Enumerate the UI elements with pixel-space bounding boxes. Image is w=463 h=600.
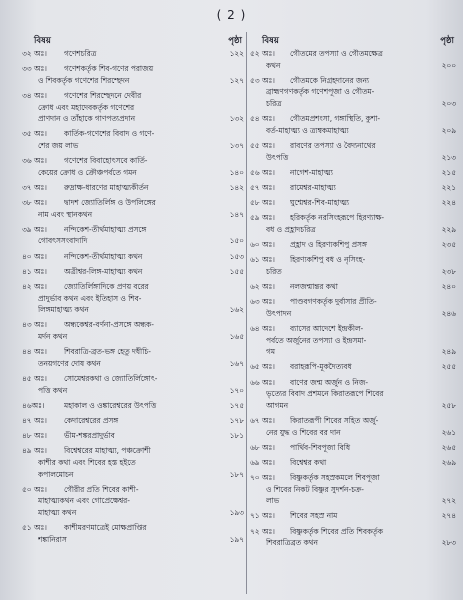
page-ref: ১৬২ [229, 305, 244, 315]
page-number: ( 2 ) [216, 8, 247, 22]
toc-entry [250, 510, 456, 522]
toc-entry-line [22, 319, 244, 331]
toc-entry-line [22, 385, 244, 397]
toc-entry-line [22, 235, 244, 247]
chapter-title: গণেশের শিরশ্ছেদনে দেবীর [64, 90, 142, 100]
chapter-number: ৬৬ অঃ। [250, 377, 275, 387]
chapter-number: ৪০ অঃ। [22, 251, 47, 261]
toc-entry-line [22, 457, 244, 469]
chapter-number: ৩২ অঃ। [22, 49, 47, 58]
page-ref: ২৬৫ [441, 442, 456, 452]
toc-entry-line [22, 445, 244, 457]
toc-entry [22, 430, 244, 442]
chapter-title: গৌরীর প্রতি শিবের কাশী- [64, 484, 139, 494]
toc-entry [250, 377, 456, 412]
chapter-title: গণেশকর্তৃক শিব-গণের পরাজয় [64, 64, 154, 74]
toc-entry [22, 484, 244, 519]
chapter-title: নাম এবং স্থানকথন [38, 209, 93, 219]
chapter-title: নলজন্মান্তর কথা [290, 282, 338, 292]
chapter-title: গৌতমের তপস্যা ও গৌতমক্ষেত্র [290, 49, 383, 58]
chapter-title: কেয়ের ক্রোধ ও ক্রৌঞ্চপর্বতে গমন [38, 167, 137, 177]
chapter-title: রাবণের তপস্যা ও বৈদ্যনাথের [290, 140, 376, 150]
toc-entry-line [250, 113, 456, 125]
page-ref: ১৬৫ [229, 332, 244, 341]
chapter-number: ৫৯ অঃ। [250, 213, 275, 223]
toc-entry-line [22, 358, 244, 370]
page-ref: ২৫৮ [441, 400, 456, 410]
chapter-number: ৬৪ অঃ। [250, 324, 275, 333]
toc-entry [250, 113, 456, 136]
chapter-title: তনয়গণের দোষ কথন [38, 358, 101, 368]
chapter-number: ৪১ অঃ। [22, 266, 47, 276]
chapter-title: লাভ [266, 496, 280, 506]
toc-entry-line [22, 140, 244, 152]
chapter-number: ৩৫ অঃ। [22, 129, 47, 139]
chapter-title: নের যুদ্ধ ও শিবের বর দান [266, 427, 341, 437]
toc-header-right [250, 34, 456, 48]
toc-entry [250, 75, 456, 110]
toc-entry-line [22, 331, 244, 343]
chapter-title: কপালমোচন [38, 469, 74, 479]
toc-entry-line [22, 48, 244, 60]
toc-entry-line [22, 128, 244, 140]
toc-entry [250, 48, 456, 71]
chapter-number: ৪৩ অঃ। [22, 320, 47, 330]
chapter-number: ৫৭ অঃ। [250, 182, 275, 192]
chapter-number: ৫৪ অঃ। [250, 114, 275, 124]
chapter-title: শিবরাত্রিব্রত কথন [266, 538, 318, 548]
chapter-number: ৩৯ অঃ। [22, 224, 47, 234]
chapter-number: ৩৮ অঃ। [22, 198, 47, 208]
page-ref: ১৫০ [229, 236, 244, 246]
chapter-title: দ্বাদশ জ্যোতির্লিঙ্গ ও উপলিঙ্গের [64, 198, 156, 208]
chapter-title: সোমেশ্বরকথা ও জ্যোতির্লিঙ্গোৎ- [64, 373, 158, 383]
toc-list-right [250, 48, 456, 549]
toc-entry-line [22, 102, 244, 114]
toc-entry [250, 239, 456, 251]
chapter-title: ভীম-শঙ্করপ্রাদুর্ভাব [64, 431, 115, 441]
chapter-number: ৩৪ অঃ। [22, 90, 47, 100]
toc-entry-line [250, 239, 456, 251]
chapter-number: ৭১ অঃ। [250, 511, 275, 521]
page-ref: ২৪৯ [441, 347, 456, 357]
page-ref: ২১৩ [441, 152, 456, 162]
toc-entry [250, 526, 456, 549]
page-ref: ২২৪ [441, 198, 456, 208]
chapter-title: প্রাণদান ও তাঁহাকে গাণপত্যপ্রদান [38, 114, 136, 124]
chapter-title: শিবের সহস্র নাম [290, 511, 338, 521]
toc-entry-line [250, 125, 456, 137]
toc-entry [22, 63, 244, 86]
chapter-title: পাণ্ডবগণকর্তৃক দুর্বাসার প্রীতি- [290, 297, 377, 307]
toc-entry-line [22, 113, 244, 125]
chapter-number: ৪৪ অঃ। [22, 347, 47, 357]
chapter-title: বর্ত-মাহাত্ম্য ও ত্র্যম্বকমাহাত্ম্য [266, 125, 349, 135]
page-ref: ২৭২ [441, 496, 456, 506]
toc-entry-line [250, 495, 456, 507]
toc-entry-line [22, 400, 244, 412]
chapter-title: রুদ্রাক্ষ-ধারণের মাহাত্ম্যকীর্তন [64, 182, 149, 192]
toc-entry-line [250, 484, 456, 496]
toc-entry-line [22, 75, 244, 87]
chapter-title: রামেশ্বর-মাহাত্ম্য [290, 182, 336, 192]
page-ref: ১৯৭ [229, 534, 244, 544]
chapter-title: শিবরাত্রি-ব্রত-ভঙ্গ হেতু দধীচি- [64, 347, 151, 357]
toc-entry [22, 128, 244, 151]
chapter-number: ৫৮ অঃ। [250, 198, 275, 208]
toc-entry-line [22, 469, 244, 481]
chapter-title: পার্থিব-শিবপূজা বিধি [290, 442, 351, 452]
toc-entry-line [22, 293, 244, 305]
chapter-title: গণেশের বিবাহোৎসবে কার্তি- [64, 156, 148, 166]
toc-column-left [22, 34, 244, 596]
toc-entry-line [22, 155, 244, 167]
chapter-title: বধ ও প্রহ্লাদচরিত্র [266, 224, 316, 234]
toc-entry-line [250, 75, 456, 87]
page-ref: ২৭৪ [441, 511, 456, 521]
chapter-title: কেদারেশ্বরের প্রসঙ্গ [64, 415, 119, 425]
chapter-title: গম [266, 347, 275, 357]
page-ref: ১৭৫ [229, 400, 244, 410]
page-ref: ২০৯ [441, 125, 456, 135]
chapter-title: মাহাত্ম্যকথন এবং গোপ্রেক্ষেশ্বর- [38, 496, 130, 506]
toc-entry-line [250, 140, 456, 152]
page-ref: ১৮৭ [229, 469, 244, 479]
chapter-number: ৭০ অঃ। [250, 473, 275, 483]
toc-entry-line [22, 507, 244, 519]
toc-entry [22, 373, 244, 396]
toc-entry [22, 90, 244, 125]
chapter-title: ও শিবের নিকট বিষ্ণুর সুদর্শন-চক্র- [266, 484, 364, 494]
chapter-number: ৪৮ অঃ। [22, 431, 47, 441]
chapter-title: উৎপাদন [266, 308, 292, 318]
chapter-title: ব্যাসের আদেশে ইন্দ্রকীল- [290, 324, 364, 333]
toc-entry-line [250, 346, 456, 358]
page-ref: ১৯৩ [229, 507, 244, 517]
toc-entry-line [22, 182, 244, 194]
toc-entry-line [250, 308, 456, 320]
chapter-title: বরাহরূপি-মূকদৈত্যবধ [290, 362, 352, 372]
toc-entry-line [22, 266, 244, 278]
page-ref: ২২৯ [441, 224, 456, 234]
toc-entry-line [22, 224, 244, 236]
chapter-title: বিশ্বেশ্বরের মাহাত্ম্য, পঞ্চক্রোশী [64, 446, 151, 456]
chapter-number: ৫৩ অঃ। [250, 75, 275, 85]
chapter-title: গণেশচরিত্র [64, 49, 97, 58]
toc-entry-line [250, 472, 456, 484]
page-ref: ২৫৫ [441, 362, 456, 372]
chapter-title: হিরণ্যকশিপু বধ ও নৃসিংহ- [290, 255, 366, 265]
toc-entry [22, 266, 244, 278]
page-ref: ১৪০ [229, 167, 244, 177]
toc-entry-line [250, 48, 456, 60]
chapter-title: প্রাদুর্ভাব কথন এবং ইতিহাস ও শিব- [38, 293, 142, 303]
chapter-title: ঘুশ্মেশ্বর-শিব-মাহাত্ম্য [290, 198, 350, 208]
toc-entry-line [22, 495, 244, 507]
chapter-title: ব্রাহ্মণগণকর্তৃক গণেশপূজা ও গৌতম- [266, 87, 375, 97]
column-divider [246, 32, 247, 594]
toc-entry [250, 140, 456, 163]
chapter-title: ক্রোধ এবং মহাদেবকর্তৃক গণেশের [38, 102, 135, 112]
toc-entry-line [22, 430, 244, 442]
chapter-title: শঙ্কানিরাস [38, 534, 67, 544]
chapter-title: নন্দিকেশ-তীর্থমাহাত্ম্য কথন [64, 251, 143, 261]
page-ref: ২০০ [441, 60, 456, 70]
chapter-title: প্রহ্লাদ ও হিরণ্যকশিপু প্রসঙ্গ [290, 240, 367, 250]
toc-entry-line [250, 510, 456, 522]
toc-entry-line [250, 266, 456, 278]
toc-entry [250, 323, 456, 358]
toc-entry-line [250, 254, 456, 266]
chapter-title: হরিকর্তৃক নরসিংহরূপে হিরণ্যাক্ষ- [290, 213, 385, 223]
page-ref: ১৪২ [229, 182, 244, 192]
page-ref: ২৩৫ [441, 240, 456, 250]
toc-entry-line [250, 60, 456, 72]
page-ref: ১৫৫ [229, 266, 244, 276]
chapter-title: বাণের জন্ম অর্জুন ও নিজ- [290, 377, 369, 387]
page-ref: ২৬৯ [441, 457, 456, 467]
toc-entry [22, 319, 244, 342]
toc-entry-line [22, 167, 244, 179]
page-ref: ১৭০ [229, 385, 244, 395]
header-subject: বিষয় [262, 36, 279, 46]
header-subject: বিষয় [34, 36, 51, 46]
toc-entry-line [22, 522, 244, 534]
toc-entry [250, 361, 456, 373]
chapter-number: ৪৭ অঃ। [22, 415, 47, 425]
chapter-number: ৩৬ অঃ। [22, 156, 47, 166]
toc-entry [250, 197, 456, 209]
toc-entry [250, 182, 456, 194]
chapter-title: পত্তি কথন [38, 385, 68, 395]
chapter-title: পর্বতে অর্জুনের তপস্যা ও ইন্দ্রসমা- [266, 335, 367, 345]
toc-entry-line [22, 534, 244, 546]
page-ref: ২৮৩ [441, 538, 456, 548]
chapter-title: লিঙ্গমাহাত্ম্য কথন [38, 305, 89, 315]
toc-entry [22, 182, 244, 194]
chapter-title: অন্ধকেশ্বর-বর্ণনা-প্রসঙ্গে অন্ধক- [64, 320, 154, 330]
toc-entry [250, 167, 456, 179]
toc-entry-line [22, 197, 244, 209]
toc-entry-line [22, 63, 244, 75]
toc-entry-line [22, 415, 244, 427]
toc-entry-line [250, 361, 456, 373]
chapter-title: গৌতমকে নিগ্রহদানের জন্য [290, 75, 370, 85]
toc-entry [22, 281, 244, 316]
toc-entry [250, 254, 456, 277]
toc-entry-line [22, 209, 244, 221]
toc-entry [22, 400, 244, 412]
toc-entry-line [22, 281, 244, 293]
toc-entry-line [250, 457, 456, 469]
page-ref: ১৮১ [229, 431, 244, 441]
chapter-title: নন্দিকেশ-তীর্থমাহাত্ম্য প্রসঙ্গে [64, 224, 147, 234]
toc-entry-line [250, 212, 456, 224]
page-ref: ১২২ [229, 49, 244, 58]
toc-entry [250, 442, 456, 454]
chapter-number: ৬২ অঃ। [250, 282, 275, 292]
chapter-number: ৫১ অঃ। [22, 523, 47, 533]
toc-entry [22, 445, 244, 480]
toc-entry-line [250, 281, 456, 293]
chapter-title: মর্দন কথন [38, 332, 68, 341]
page-ref: ১৫৩ [229, 251, 244, 261]
page-ref: ১৩৭ [229, 140, 244, 150]
header-page: পৃষ্ঠা [228, 36, 242, 46]
toc-entry-line [22, 484, 244, 496]
toc-list-left [22, 48, 244, 545]
toc-column-right [250, 34, 456, 596]
page-ref: ১২৭ [229, 75, 244, 85]
chapter-number: ৬১ অঃ। [250, 255, 275, 265]
toc-entry-line [250, 400, 456, 412]
toc-entry [22, 346, 244, 369]
toc-entry [22, 48, 244, 60]
page-ref: ২১৫ [441, 167, 456, 177]
toc-entry [22, 522, 244, 545]
toc-entry-line [250, 197, 456, 209]
toc-entry-line [250, 415, 456, 427]
toc-entry [250, 212, 456, 235]
toc-entry-line [22, 373, 244, 385]
toc-entry [22, 197, 244, 220]
chapter-title: বিষ্ণুকর্তৃক সহস্রকমলে শিবপূজা [290, 473, 380, 483]
toc-entry-line [250, 98, 456, 110]
chapter-number: ৬৮ অঃ। [250, 442, 275, 452]
chapter-title: শের জয় লাভ [38, 140, 79, 150]
chapter-title: চরিত্র [266, 98, 282, 108]
toc-entry-line [250, 388, 456, 400]
page-ref: ১৭৮ [229, 415, 244, 425]
toc-header-left [22, 34, 244, 48]
header-page: পৃষ্ঠা [440, 36, 454, 46]
chapter-number: ৩৭ অঃ। [22, 182, 47, 192]
toc-entry-line [250, 537, 456, 549]
page-ref: ১৪৭ [229, 209, 244, 219]
chapter-title: কাশীর কথা এবং শিবের হস্ত হইতে [38, 457, 136, 467]
toc-entry-line [250, 86, 456, 98]
toc-entry-line [22, 251, 244, 263]
chapter-title: মহাকাল ও ওঙ্কারেশ্বরের উৎপত্তি [64, 400, 157, 410]
chapter-title: বিশ্বেশ্বর কথা [290, 457, 327, 467]
toc-entry [250, 296, 456, 319]
chapter-title: চরিত [266, 266, 282, 276]
toc-entry [22, 251, 244, 263]
chapter-title: নাগেশ-মাহাত্ম্য [290, 167, 333, 177]
page-ref: ২০৩ [441, 98, 456, 108]
chapter-number: ৪২ অঃ। [22, 282, 47, 292]
chapter-title: বিষ্ণুকর্তৃক শিবের প্রতি শিবকর্তৃক [290, 526, 383, 536]
chapter-number: ৩৩ অঃ। [22, 64, 47, 74]
chapter-number: ৭২ অঃ। [250, 526, 275, 536]
toc-entry [22, 415, 244, 427]
page-ref: ২৬১ [441, 427, 456, 437]
toc-entry [250, 415, 456, 438]
toc-entry-line [22, 346, 244, 358]
toc-entry [22, 224, 244, 247]
chapter-title: আগমন [266, 400, 288, 410]
chapter-title: কিরাতরূপী শিবের সহিত অর্জু- [290, 415, 379, 425]
chapter-number: ৬৭ অঃ। [250, 415, 275, 425]
toc-entry-line [250, 526, 456, 538]
chapter-title: গোবৎসসংবাদাদি [38, 236, 88, 246]
page-ref: ২২১ [441, 182, 456, 192]
chapter-title: গৌতমপ্রশংসা, গঙ্গাস্থিতি, কুশা- [290, 114, 381, 124]
toc-entry-line [250, 167, 456, 179]
chapter-title: কথন [266, 60, 281, 70]
toc-entry-line [250, 442, 456, 454]
chapter-number: ৫২ অঃ। [250, 49, 275, 58]
chapter-title: ও শিবকর্তৃক গণেশের শিরশ্ছেদন [38, 75, 130, 85]
chapter-number: ৪৬অঃ। [22, 400, 45, 410]
chapter-title: জ্যোতির্লিঙ্গাদিকে প্রণয় বরের [64, 282, 149, 292]
toc-entry-line [250, 152, 456, 164]
toc-entry [22, 155, 244, 178]
page-ref: ২৪৬ [441, 308, 456, 318]
page-ref: ২৪০ [441, 282, 456, 292]
toc-entry-line [250, 335, 456, 347]
chapter-title: কাশীমরণমাত্রেই মোক্ষপ্রাপ্তির [64, 523, 147, 533]
toc-entry [250, 472, 456, 507]
toc-entry-line [250, 377, 456, 389]
toc-entry-line [250, 323, 456, 335]
toc-entry [250, 281, 456, 293]
chapter-number: ৪৯ অঃ। [22, 446, 47, 456]
chapter-title: ভৃত্যের বিবাদ প্রশমনে কিরাতরূপে শিবের [266, 389, 384, 399]
toc-entry-line [250, 427, 456, 439]
chapter-number: ৬৯ অঃ। [250, 457, 275, 467]
page-ref: ২৩৮ [441, 266, 456, 276]
chapter-number: ৪৫ অঃ। [22, 373, 47, 383]
page-ref: ১৩২ [229, 114, 244, 124]
chapter-title: অত্রীশ্বর-লিঙ্গ-মাহাত্ম্য কথন [64, 266, 143, 276]
chapter-title: উৎপত্তি [266, 152, 289, 162]
toc-entry [250, 457, 456, 469]
toc-entry-line [250, 296, 456, 308]
chapter-number: ৫৬ অঃ। [250, 167, 275, 177]
page-ref: ১৬৭ [229, 358, 244, 368]
toc-entry-line [22, 304, 244, 316]
chapter-number: ৫০ অঃ। [22, 484, 47, 494]
toc-entry-line [22, 90, 244, 102]
chapter-number: ৫৫ অঃ। [250, 140, 275, 150]
toc-entry-line [250, 224, 456, 236]
chapter-number: ৬৫ অঃ। [250, 362, 275, 372]
chapter-number: ৬০ অঃ। [250, 240, 275, 250]
chapter-title: কার্তিক-গণেশের বিবাদ ও গণে- [64, 129, 155, 139]
toc-entry-line [250, 182, 456, 194]
chapter-title: মাহাত্ম্য কথন [38, 507, 77, 517]
chapter-number: ৬৩ অঃ। [250, 297, 275, 307]
